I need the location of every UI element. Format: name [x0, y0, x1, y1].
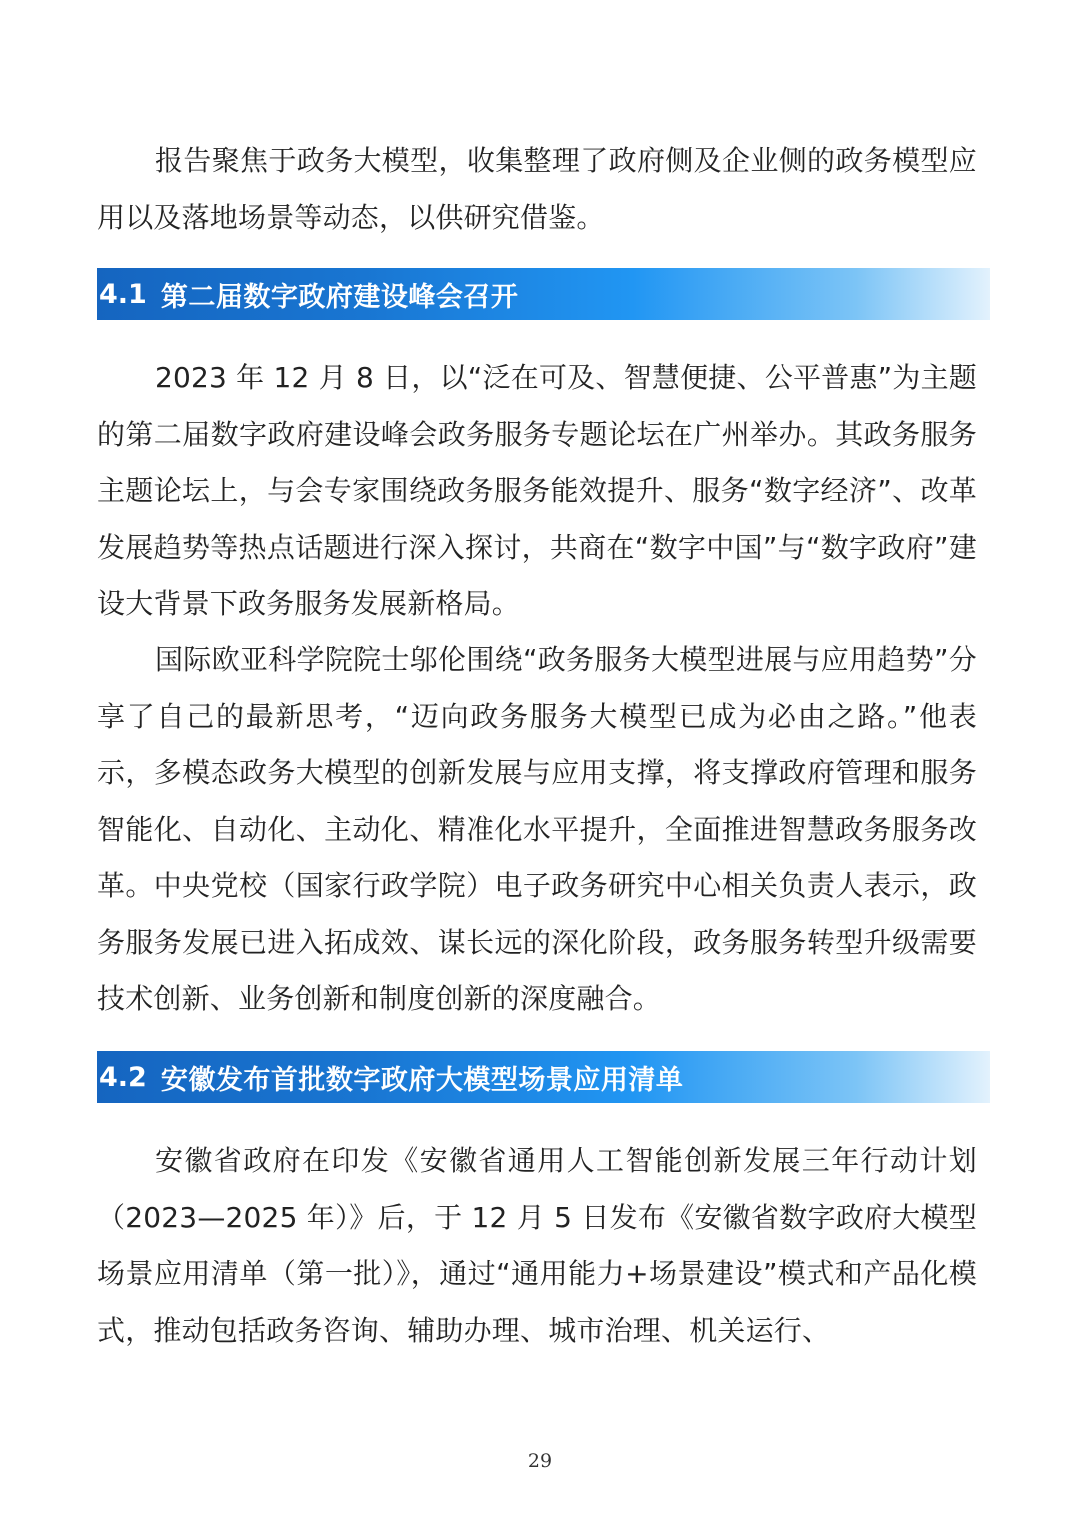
section-heading-4-1	[97, 268, 990, 320]
section-number: 4.2	[99, 1061, 147, 1093]
section-title: 安徽发布首批数字政府大模型场景应用清单	[160, 1064, 684, 1096]
section-4-2-paragraph-1: 安徽省政府在印发《安徽省通用人工智能创新发展三年行动计划（2023—2025 年）》后，于 12 月 5 日发布《安徽省数字政府大模型场景应用清单（第一批）》，通过“通用能力+场景建设”模式和产品化模式，推动包括政务咨询、辅助办理、城市治理、机关运行、	[97, 1144, 977, 1347]
section-4-1-paragraph-2: 国际欧亚科学院院士邬伦围绕“政务服务大模型进展与应用趋势”分享了自己的最新思考，“迈向政务服务大模型已成为必由之路。”他表示，多模态政务大模型的创新发展与应用支撑，将支撑政府管理和服务智能化、自动化、主动化、精准化水平提升，全面推进智慧政务服务改革。中央党校（国家行政学院）电子政务研究中心相关负责人表示，政务服务发展已进入拓成效、谋长远的深化阶段，政务服务转型升级需要技术创新、业务创新和制度创新的深度融合。	[97, 643, 977, 1015]
section-number: 4.1	[99, 278, 147, 310]
section-4-1-paragraph-1: 2023 年 12 月 8 日，以“泛在可及、智慧便捷、公平普惠”为主题的第二届数字政府建设峰会政务服务专题论坛在广州举办。其政务服务主题论坛上，与会专家围绕政务服务能效提升、服务“数字经济”、改革发展趋势等热点话题进行深入探讨，共商在“数字中国”与“数字政府”建设大背景下政务服务发展新格局。	[97, 361, 977, 620]
page-number: 29	[527, 1450, 553, 1472]
section-title: 第二届数字政府建设峰会召开	[160, 281, 519, 313]
section-heading-4-2	[97, 1051, 990, 1103]
intro-paragraph: 报告聚焦于政务大模型，收集整理了政府侧及企业侧的政务模型应用以及落地场景等动态，以供研究借鉴。	[97, 144, 977, 234]
